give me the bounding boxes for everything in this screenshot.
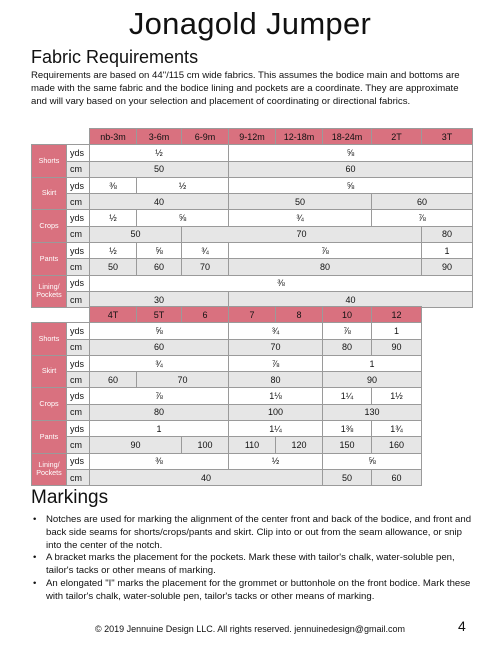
table-row	[32, 453, 422, 469]
table-row	[32, 177, 473, 193]
yds-cell: 1⅛	[229, 388, 323, 404]
size-header: 4T	[90, 307, 137, 323]
unit-label: cm	[67, 226, 90, 242]
size-header: 9-12m	[229, 129, 276, 145]
yds-cell: 1	[323, 355, 422, 371]
yds-cell: ½	[137, 177, 229, 193]
cm-cell: 130	[323, 404, 422, 420]
cm-cell: 40	[90, 469, 323, 485]
marking-text: An elongated "I" marks the placement for the grommet or buttonhole on the front bodice. Mark these with tailor's chalk, water-soluble pen, tailor's tacks or other means of marking.	[46, 577, 471, 602]
intro-paragraph: Requirements are based on 44"/115 cm wide fabrics. This assumes the bodice main and bottoms are made with the same fabric and the bodice lining and pockets are a coordinate. They are approximate and will vary based on your selection and placement of coordinating or directional fabrics.	[31, 70, 460, 107]
markings-list	[31, 514, 477, 604]
cm-cell: 50	[90, 226, 182, 242]
table-row	[32, 388, 422, 404]
unit-label: yds	[67, 275, 90, 291]
cm-cell: 50	[229, 194, 372, 210]
garment-label: Pants	[32, 243, 67, 276]
cm-cell: 60	[90, 339, 229, 355]
yds-cell: ½	[90, 210, 137, 226]
garment-label: Crops	[32, 210, 67, 243]
size-header: 3T	[422, 129, 473, 145]
table-row	[32, 243, 473, 259]
garment-label: Skirt	[32, 355, 67, 388]
yds-cell: ¾	[229, 210, 372, 226]
size-header: 5T	[137, 307, 182, 323]
table-row	[32, 372, 422, 388]
table-row	[32, 469, 422, 485]
table-row	[32, 355, 422, 371]
yds-cell: ½	[90, 145, 229, 161]
size-header: 8	[276, 307, 323, 323]
yds-cell: ¾	[229, 323, 323, 339]
yds-cell: ½	[229, 453, 323, 469]
unit-label: cm	[67, 372, 90, 388]
size-header: 10	[323, 307, 372, 323]
yds-cell: ⅝	[137, 243, 182, 259]
bullet: •	[33, 514, 37, 525]
unit-label: yds	[67, 453, 90, 469]
unit-label: cm	[67, 339, 90, 355]
fabric-table-baby-toddler	[31, 128, 473, 308]
size-header: 18-24m	[323, 129, 372, 145]
unit-label: yds	[67, 388, 90, 404]
table-row	[32, 323, 422, 339]
list-item	[31, 514, 477, 552]
cm-cell: 150	[323, 437, 372, 453]
yds-cell: 1¾	[372, 421, 422, 437]
unit-label: cm	[67, 437, 90, 453]
fabric-requirements-heading: Fabric Requirements	[31, 47, 199, 67]
cm-cell: 120	[276, 437, 323, 453]
yds-cell: 1½	[372, 388, 422, 404]
yds-cell: ½	[90, 243, 137, 259]
cm-cell: 80	[229, 259, 422, 275]
cm-cell: 80	[229, 372, 323, 388]
table-row	[32, 259, 473, 275]
size-header: 12	[372, 307, 422, 323]
unit-label: cm	[67, 194, 90, 210]
yds-cell: 1	[422, 243, 473, 259]
list-item	[31, 552, 477, 578]
yds-cell: ⅝	[323, 453, 422, 469]
garment-label: Skirt	[32, 177, 67, 210]
cm-cell: 110	[229, 437, 276, 453]
page-number: 4	[458, 618, 466, 634]
unit-label: cm	[67, 259, 90, 275]
garment-label: Crops	[32, 388, 67, 421]
cm-cell: 90	[422, 259, 473, 275]
table-row	[32, 145, 473, 161]
garment-label: Shorts	[32, 145, 67, 178]
cm-cell: 60	[372, 469, 422, 485]
list-item	[31, 578, 477, 604]
unit-label: yds	[67, 177, 90, 193]
unit-label: yds	[67, 355, 90, 371]
unit-label: cm	[67, 161, 90, 177]
yds-cell: ⅞	[229, 243, 422, 259]
size-header: nb-3m	[90, 129, 137, 145]
marking-text: Notches are used for marking the alignment of the center front and back of the bodice, and front and back side seams for shorts/crops/pants and skirt. Clip into or out from the seam allowance, or snip into the center of the notch.	[46, 514, 472, 551]
table-row	[32, 275, 473, 291]
unit-label: yds	[67, 243, 90, 259]
garment-label: Shorts	[32, 323, 67, 356]
size-header-row	[32, 307, 422, 323]
size-header: 3-6m	[137, 129, 182, 145]
size-header-row	[32, 129, 473, 145]
marking-text: A bracket marks the placement for the pockets. Mark these with tailor's chalk, water-soluble pen, tailor's tacks or other means of marking.	[46, 552, 455, 577]
fabric-table-kids	[31, 306, 422, 486]
yds-cell: 1	[90, 421, 229, 437]
unit-label: yds	[67, 145, 90, 161]
yds-cell: ⅜	[90, 453, 229, 469]
cm-cell: 160	[372, 437, 422, 453]
size-header: 7	[229, 307, 276, 323]
cm-cell: 100	[182, 437, 229, 453]
table-row	[32, 404, 422, 420]
cm-cell: 50	[90, 259, 137, 275]
yds-cell: ⅞	[229, 355, 323, 371]
table-row	[32, 421, 422, 437]
cm-cell: 80	[323, 339, 372, 355]
garment-label: Lining/ Pockets	[32, 453, 67, 486]
footer-copyright: © 2019 Jennuine Design LLC. All rights reserved. jennuinedesign@gmail.com	[95, 624, 405, 634]
size-header: 12-18m	[276, 129, 323, 145]
table-row	[32, 339, 422, 355]
table-row	[32, 437, 422, 453]
yds-cell: 1¼	[323, 388, 372, 404]
cm-cell: 80	[422, 226, 473, 242]
yds-cell: ⅞	[372, 210, 473, 226]
table-row	[32, 210, 473, 226]
cm-cell: 30	[90, 291, 229, 307]
unit-label: yds	[67, 210, 90, 226]
table-row	[32, 194, 473, 210]
table-row	[32, 161, 473, 177]
yds-cell: ⅞	[323, 323, 372, 339]
table-row	[32, 226, 473, 242]
cm-cell: 70	[137, 372, 229, 388]
size-header: 2T	[372, 129, 422, 145]
yds-cell: 1	[372, 323, 422, 339]
yds-cell: ⅝	[229, 177, 473, 193]
yds-cell: 1¼	[229, 421, 323, 437]
cm-cell: 40	[229, 291, 473, 307]
cm-cell: 50	[323, 469, 372, 485]
cm-cell: 90	[323, 372, 422, 388]
cm-cell: 60	[372, 194, 473, 210]
size-header: 6-9m	[182, 129, 229, 145]
cm-cell: 100	[229, 404, 323, 420]
unit-label: cm	[67, 404, 90, 420]
cm-cell: 60	[90, 372, 137, 388]
cm-cell: 70	[182, 226, 422, 242]
cm-cell: 90	[90, 437, 182, 453]
bullet: •	[33, 577, 37, 589]
cm-cell: 60	[229, 161, 473, 177]
cm-cell: 90	[372, 339, 422, 355]
yds-cell: ⅝	[229, 145, 473, 161]
yds-cell: ¾	[90, 355, 229, 371]
yds-cell: ⅝	[90, 323, 229, 339]
cm-cell: 80	[90, 404, 229, 420]
bullet: •	[33, 552, 37, 564]
garment-label: Lining/ Pockets	[32, 275, 67, 308]
yds-cell: ⅝	[137, 210, 229, 226]
page-title: Jonagold Jumper	[128, 6, 372, 41]
yds-cell: ⅞	[90, 388, 229, 404]
unit-label: yds	[67, 421, 90, 437]
unit-label: yds	[67, 323, 90, 339]
cm-cell: 50	[90, 161, 229, 177]
cm-cell: 40	[90, 194, 229, 210]
markings-heading: Markings	[31, 487, 109, 508]
cm-cell: 70	[182, 259, 229, 275]
size-header: 6	[182, 307, 229, 323]
cm-cell: 70	[229, 339, 323, 355]
cm-cell: 60	[137, 259, 182, 275]
unit-label: cm	[67, 469, 90, 485]
yds-cell: ⅜	[90, 177, 137, 193]
unit-label: cm	[67, 291, 90, 307]
yds-cell: 1⅜	[323, 421, 372, 437]
yds-cell: ⅜	[90, 275, 473, 291]
yds-cell: ¾	[182, 243, 229, 259]
garment-label: Pants	[32, 421, 67, 454]
